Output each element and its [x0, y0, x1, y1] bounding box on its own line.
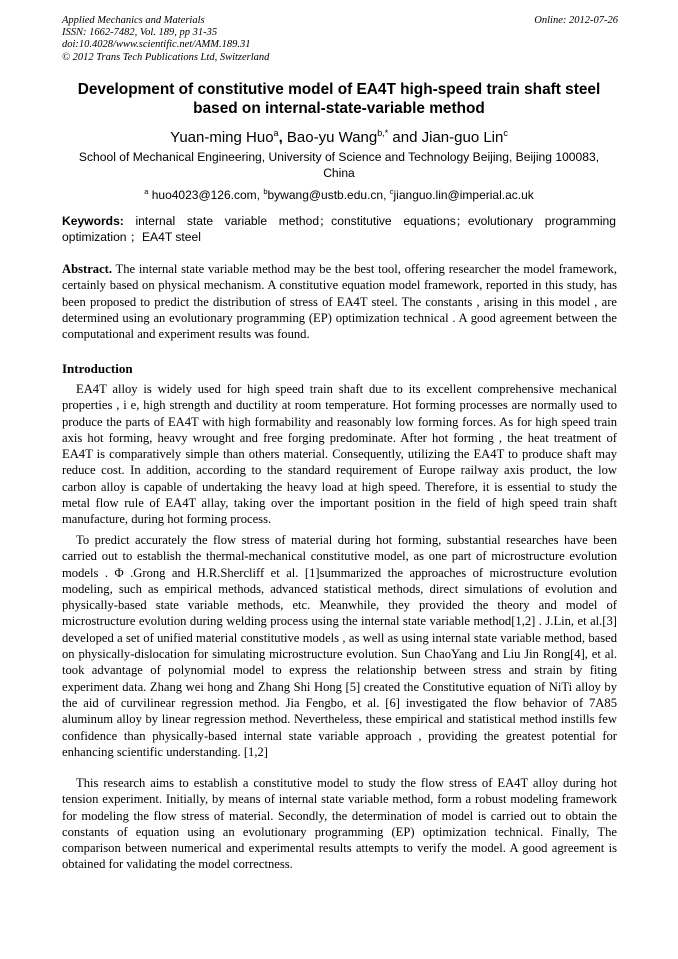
email-superscript: a: [144, 187, 149, 196]
keywords: [62, 213, 616, 246]
body-paragraph: This research aims to establish a constitutive model to study the flow stress of EA4T alloy during hot tension experiment. Initially, by means of internal state variable method, form a robust modeling framework for modeling the flow stress of material. Secondly, the determination of model is carried out to obtain the constants of equation using an evolutionary programming (EP) optimization technical. Finally, The comparison between numerical and experimental results attempts to verify the model. A good agreement is obtained for validating the model correctness.: [62, 776, 617, 872]
paper-title: Development of constitutive model of EA4T high-speed train shaft steel based on internal-state-variable method: [77, 81, 601, 117]
doi-line: doi:10.4028/www.scientific.net/AMM.189.31: [62, 39, 251, 51]
affiliation: School of Mechanical Engineering, University of Science and Technology Beijing, Beijing 100083, China: [78, 150, 600, 180]
author-superscript: b,*: [377, 128, 389, 138]
body-paragraph: To predict accurately the flow stress of material during hot forming, substantial researches have been carried out to establish the thermal-mechanical constitutive model, as one part of microstructure evolution models . Φ .Grong and H.R.Shercliff et al. [1]summarized the approaches of microstructure evolution modeling, such as empirical methods, advanced statistical methods, direct simulations of evolution and physically-based state variable methods, etc. Meanwhile, they provided the theory and model of microstructure evolution during welding process using the internal state variable method[1,2] . J.Lin, et al.[3] developed a set of unified material constitutive models , as well as using internal state variable method, based on physically-dislocation for simulating microstructure evolution. Sun ChaoYang and Liu Jin Rong[4], et al. took advantage of polynomial model to express the relationship between stress and strain by fiting experiment data. Zhang wei hong and Zhang Shi Hong [5] created the Constitutive equation of NiTi alloy by the aid of curvilinear regression method. Jia Fengbo, et al. [6] investigated the flow behavior of 7A85 aluminum alloy by linear regression method. Nevertheless, these empirical and statistical method instills few confidence than physically-based internal state variable approach , providing the greatest potential for enhancing scientific understanding. [1,2]: [62, 533, 617, 759]
publication-header: [62, 15, 618, 64]
email-list: [62, 184, 616, 203]
abstract-label: Abstract.: [62, 262, 113, 276]
author-superscript: c: [503, 128, 508, 138]
author-name: Bao-yu Wang: [286, 129, 378, 146]
body-paragraph: EA4T alloy is widely used for high speed train shaft due to its excellent comprehensive mechanical properties , i e, high strength and ductility at room temperature. Hot forming processes are normally used to produce the parts of EA4T with high formability and reasonably low forming forces. As for high speed train axis hot forming, heavy wrought and free forging predominate. After hot forming , the heat treatment of EA4T is comparatively simple than others material. Consequently, utilizing the EA4T to produce shaft may reduce cost. In addition, according to the standard requirement of Europe railway axis product, the low carbon alloy is capable of undertaking the heavy load at high speed. Therefore, it is essential to study the metal flow rule of EA4T allay, taking over the important position in the field of high speed train shaft manufacture, during hot forming process.: [62, 382, 617, 527]
email-superscript: b: [263, 187, 268, 196]
author-separator: ,: [278, 129, 287, 146]
author-list: [62, 124, 616, 147]
email-address: jianguo.lin@imperial.ac.uk: [393, 188, 534, 202]
issn-line: ISSN: 1662-7482, Vol. 189, pp 31-35: [62, 27, 218, 39]
abstract: [62, 261, 617, 342]
author-name: Yuan-ming Huo: [170, 129, 274, 146]
email-address: bywang@ustb.edu.cn,: [267, 188, 390, 202]
copyright-line: © 2012 Trans Tech Publications Ltd, Switzerland: [62, 51, 270, 63]
keywords-text: internal state variable method；constitutive equations；evolutionary programming optimization ；EA4T steel: [62, 214, 616, 245]
keywords-label: Keywords:: [62, 214, 124, 228]
email-address: huo4023@126.com,: [148, 188, 264, 202]
author-conjunction: and: [388, 129, 422, 146]
abstract-text: The internal state variable method may be the best tool, offering researcher the model framework, certainly based on physical mechanism. A constitutive equation model framework, reported in this study, has been proposed to predict the distribution of stress of EA4T steel. The constants , arising in this model , are determined using an evolutionary programming (EP) optimization technical . A good agreement between the computational and experiment results was found.: [62, 262, 617, 342]
author-name: Jian-guo Lin: [421, 129, 504, 146]
section-heading-introduction: Introduction: [62, 361, 133, 376]
email-superscript: c: [389, 187, 394, 196]
author-superscript: a: [273, 128, 279, 138]
online-date: Online: 2012-07-26: [534, 15, 618, 26]
journal-name: Applied Mechanics and Materials: [62, 15, 205, 26]
